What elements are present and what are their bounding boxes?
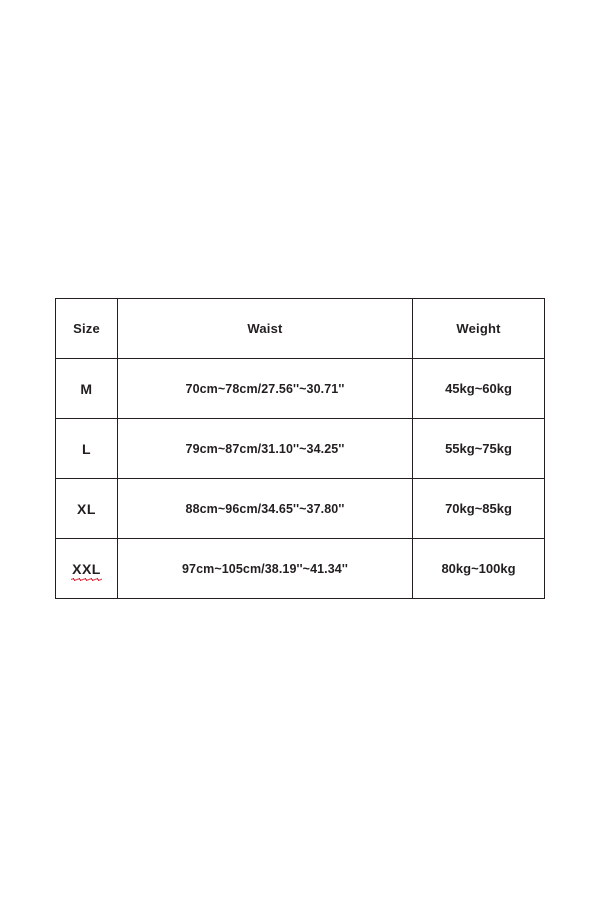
- table-row: [56, 359, 545, 419]
- cell-size-label: XXL: [72, 560, 101, 577]
- table-row: [56, 539, 545, 599]
- column-header-waist: Waist: [118, 299, 413, 359]
- cell-waist: 70cm~78cm/27.56''~30.71'': [118, 359, 413, 419]
- cell-size: L: [56, 419, 118, 479]
- table-row: [56, 479, 545, 539]
- column-header-weight: Weight: [413, 299, 545, 359]
- table-body: [56, 359, 545, 599]
- cell-waist: 79cm~87cm/31.10''~34.25'': [118, 419, 413, 479]
- cell-weight: 80kg~100kg: [413, 539, 545, 599]
- cell-weight: 45kg~60kg: [413, 359, 545, 419]
- cell-weight: 55kg~75kg: [413, 419, 545, 479]
- size-chart-container: [55, 298, 544, 599]
- cell-size: M: [56, 359, 118, 419]
- cell-size: XL: [56, 479, 118, 539]
- cell-waist: 97cm~105cm/38.19''~41.34'': [118, 539, 413, 599]
- size-chart-table: [55, 298, 545, 599]
- cell-size: [56, 539, 118, 599]
- table-row: [56, 419, 545, 479]
- table-header: [56, 299, 545, 359]
- cell-waist: 88cm~96cm/34.65''~37.80'': [118, 479, 413, 539]
- header-row: [56, 299, 545, 359]
- column-header-size: Size: [56, 299, 118, 359]
- cell-weight: 70kg~85kg: [413, 479, 545, 539]
